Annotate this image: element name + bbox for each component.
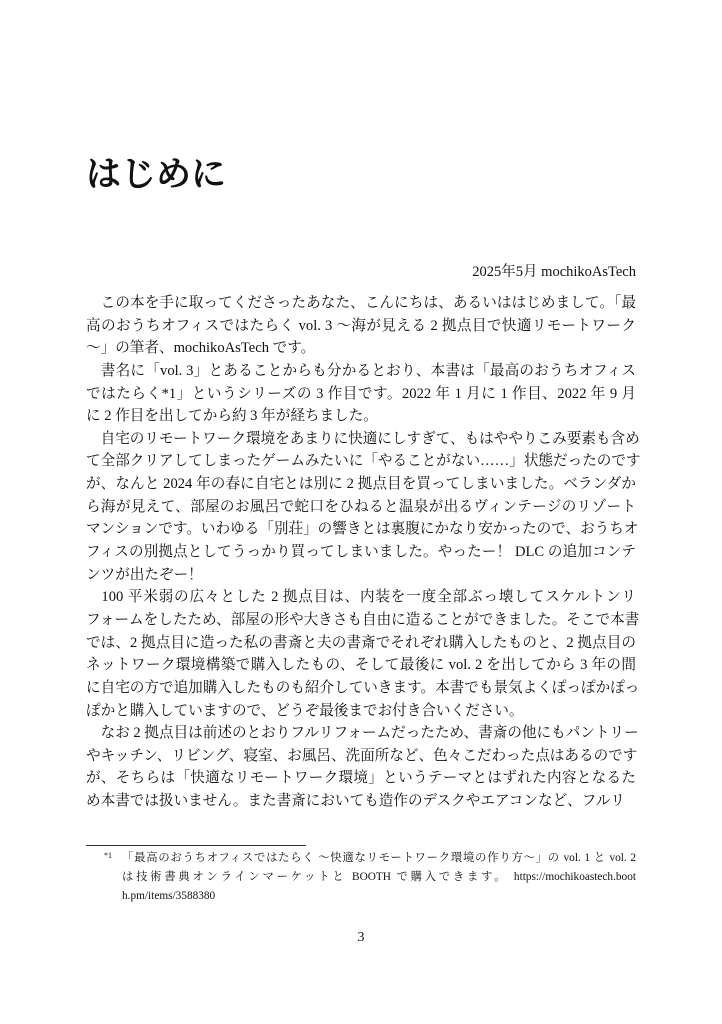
text-line: が、なんと 2024 年の春に自宅とは別に 2 拠点目を買ってしまいました。ベランダか bbox=[86, 476, 636, 493]
page-title: はじめに bbox=[86, 155, 227, 195]
paragraph bbox=[86, 722, 639, 813]
text-line: が、そちらは「快適なリモートワーク環境」というテーマとはずれた内容となるた bbox=[86, 770, 636, 787]
text-line: 高のおうちオフィスではたらく vol. 3 〜海が見える 2 拠点目で快適リモートワーク bbox=[86, 317, 636, 334]
page-number: 3 bbox=[357, 930, 365, 945]
text-line: フォームをしたため、部屋の形や大きさも自由に造ることができました。そこで本書 bbox=[86, 611, 640, 628]
paragraph bbox=[86, 360, 636, 428]
text-line: ぽかと購入していますので、どうぞ最後までお付き合いください。 bbox=[86, 702, 524, 719]
paragraph bbox=[86, 586, 640, 722]
footnote-divider bbox=[86, 845, 306, 846]
text-line: ではたらく*1」というシリーズの 3 作目です。2022 年 1 月に 1 作目、2022 年 9 月 bbox=[86, 385, 636, 402]
footnote-line: h.pm/items/3588380 bbox=[122, 890, 216, 902]
text-line: 自宅のリモートワーク環境をあまりに快適にしすぎて、もはややりこみ要素も含め bbox=[86, 430, 640, 447]
text-line: 100 平米弱の広々とした 2 拠点目は、内装を一度全部ぶっ壊してスケルトンリ bbox=[86, 589, 636, 606]
text-line: 書名に「vol. 3」とあることからも分かるとおり、本書は「最高のおうちオフィス bbox=[86, 362, 636, 379]
text-line: では、2 拠点目に造った私の書斎と夫の書斎でそれぞれ購入したものと、2 拠点目の bbox=[86, 634, 636, 651]
footnote-line: は技術書典オンラインマーケットと BOOTH で購入できます。 https://mochikoastech.boot bbox=[122, 871, 636, 883]
text-line: マンションです。いわゆる「別荘」の響きとは裏腹にかなり安かったので、おうちオ bbox=[86, 521, 639, 538]
text-line: なお 2 拠点目は前述のとおりフルリフォームだったため、書斎の他にもパントリー bbox=[86, 725, 639, 742]
text-line: ネットワーク環境構築で購入したもの、そして最後に vol. 2 を出してから 3 年の間 bbox=[86, 657, 636, 674]
text-line: ンツが出たぞー！ bbox=[86, 566, 203, 583]
footnote-line: 「最高のおうちオフィスではたらく 〜快適なリモートワーク環境の作り方〜」の vol. 1 と vol. 2 bbox=[122, 852, 636, 864]
text-line: め本書では扱いません。また書斎においても造作のデスクやエアコンなど、フルリ bbox=[86, 793, 625, 810]
text-line: て全部クリアしてしまったゲームみたいに「やることがない……」状態だったのです bbox=[86, 453, 641, 470]
text-line: やキッチン、リビング、寝室、お風呂、洗面所など、色々こだわった点はあるのです bbox=[86, 747, 638, 764]
paragraph bbox=[86, 428, 641, 586]
text-line: この本を手に取ってくださったあなた、こんにちは、あるいははじめまして。「最 bbox=[86, 295, 636, 311]
footnote-mark: *1 bbox=[104, 851, 112, 860]
text-line: ら海が見えて、部屋のお風呂で蛇口をひねると温泉が出るヴィンテージのリゾート bbox=[86, 498, 636, 515]
text-line: に 2 作目を出してから約 3 年が経ちました。 bbox=[86, 408, 378, 425]
date-author: 2025年5月 mochikoAsTech bbox=[472, 264, 636, 280]
text-line: フィスの別拠点としてうっかり買ってしまいました。やったー！ DLC の追加コンテ bbox=[86, 544, 636, 561]
text-line: に自宅の方で追加購入したものも紹介していきます。本書でも景気よくぽっぽかぽっ bbox=[86, 679, 640, 696]
body-text bbox=[86, 292, 641, 813]
text-line: 〜」の筆者、mochikoAsTech です。 bbox=[86, 340, 316, 357]
footnote bbox=[86, 849, 636, 906]
paragraph bbox=[86, 292, 636, 360]
